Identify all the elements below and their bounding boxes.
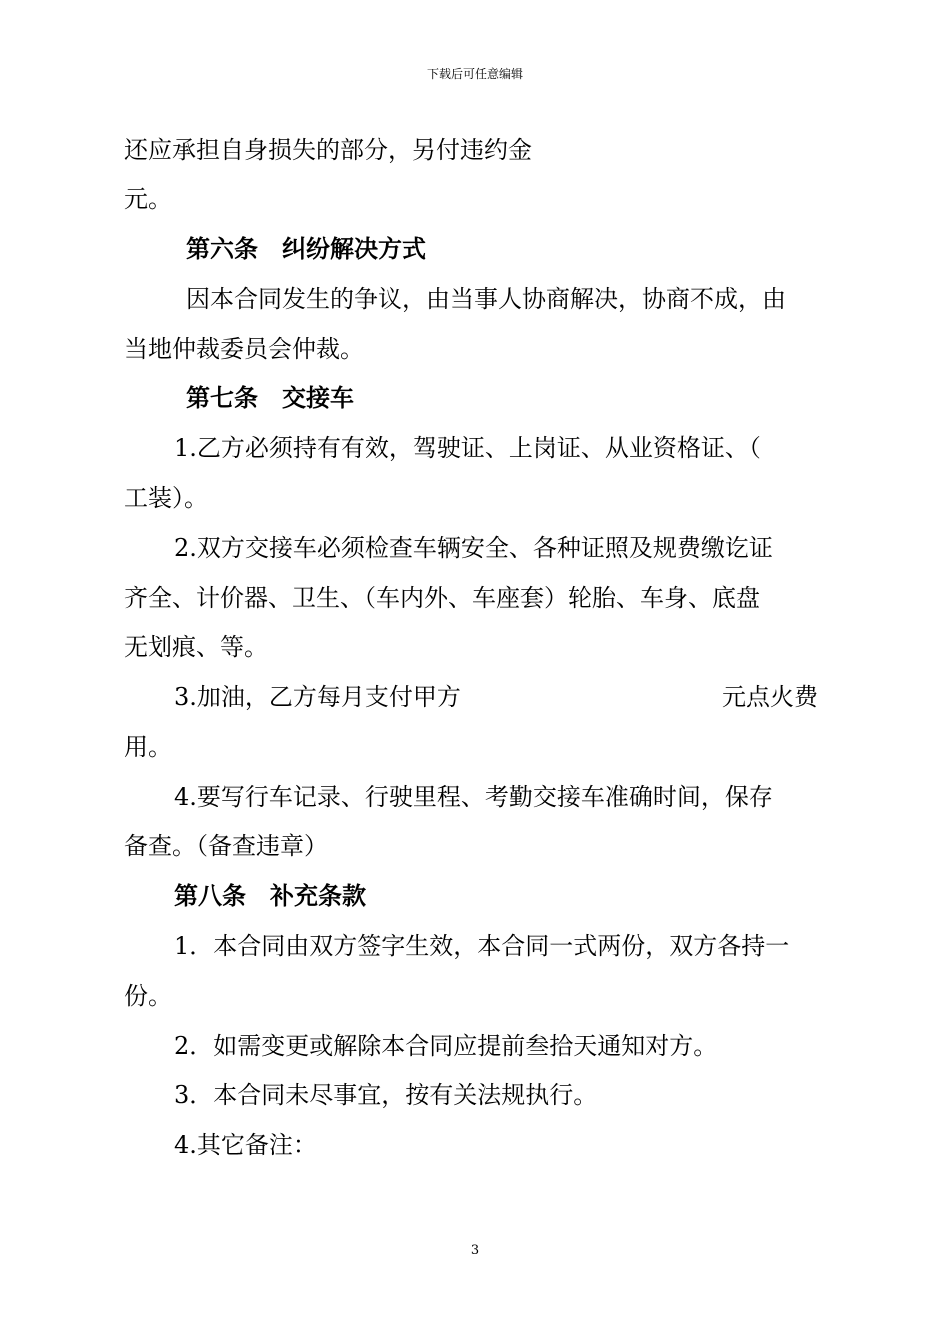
text-line: 1．本合同由双方签字生效，本合同一式两份，双方各持一 [174,932,790,960]
text-line: 当地仲裁委员会仲裁。 [124,335,364,363]
text-line: 2．如需变更或解除本合同应提前叁拾天通知对方。 [174,1032,718,1060]
text-line: 因本合同发生的争议，由当事人协商解决，协商不成，由 [186,285,786,313]
article-7-heading: 第七条 交接车 [186,383,354,412]
text-line: 元点火费 [722,683,818,711]
text-line: 用。 [124,733,172,761]
page-header: 下载后可任意编辑 [426,67,523,81]
text-line: 备查。（备查违章） [124,832,328,860]
text-line: 4.要写行车记录、行驶里程、考勤交接车准确时间，保存 [174,783,773,811]
article-8-heading: 第八条 补充条款 [174,881,366,910]
text-line: 元。 [124,185,172,213]
text-line: 4.其它备注： [174,1131,317,1159]
article-6-heading: 第六条 纠纷解决方式 [186,234,426,263]
text-line: 1.乙方必须持有有效，驾驶证、上岗证、从业资格证、（ [174,434,761,462]
text-line: 份。 [124,982,172,1010]
text-line: 工装）。 [124,484,208,512]
text-line: 还应承担自身损失的部分，另付违约金 [124,136,532,164]
text-line: 3．本合同未尽事宜，按有关法规执行。 [174,1081,598,1109]
text-line: 2.双方交接车必须检查车辆安全、各种证照及规费缴讫证 [174,534,773,562]
text-line: 无划痕、等。 [124,633,268,661]
page-number: 3 [470,1243,480,1258]
text-line: 齐全、计价器、卫生、（车内外、车座套）轮胎、车身、底盘 [124,584,760,612]
text-line: 3.加油，乙方每月支付甲方 [174,683,461,711]
